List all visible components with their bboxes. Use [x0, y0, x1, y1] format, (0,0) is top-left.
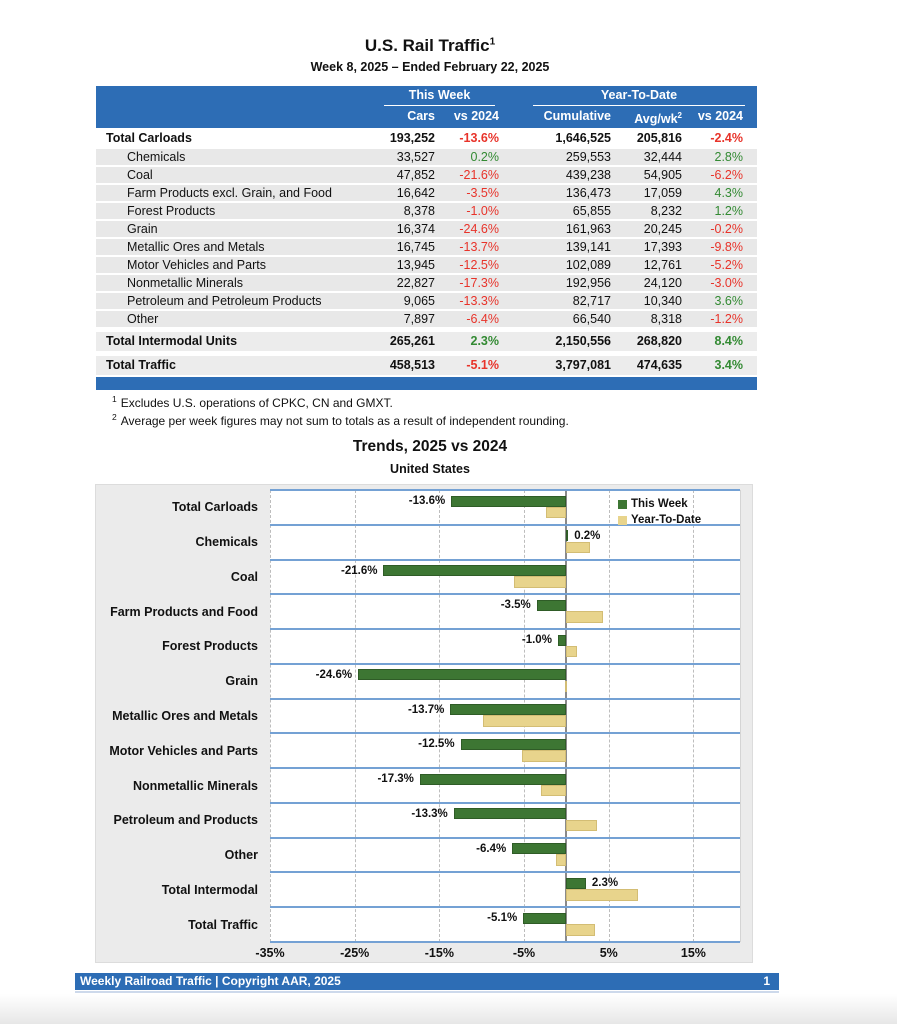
year-to-date-bar: [566, 646, 576, 658]
year-to-date-bar: [566, 542, 590, 554]
cars-value: 7,897: [403, 312, 435, 326]
cumulative-value: 192,956: [565, 276, 611, 290]
bar-value-label: -5.1%: [487, 912, 518, 925]
avg-wk-value: 205,816: [636, 131, 682, 145]
this-week-bar: [450, 704, 566, 715]
avg-wk-value: 8,232: [650, 204, 682, 218]
legend-item: [618, 512, 701, 528]
cumulative-value: 66,540: [572, 312, 611, 326]
avg-wk-value: 10,340: [643, 294, 682, 308]
rail-traffic-table: [96, 86, 757, 390]
category-label: Nonmetallic Minerals: [132, 778, 258, 793]
page-bottom-fade: [0, 994, 897, 1024]
legend-item: [618, 496, 701, 512]
vs2024-ytd-value: -9.8%: [710, 240, 743, 254]
avg-wk-text: Avg/wk: [634, 112, 678, 127]
bar-value-label: -24.6%: [315, 668, 353, 681]
footer-bar: [75, 973, 779, 990]
year-to-date-bar: [566, 889, 637, 901]
footnote-2-text: Average per week figures may not sum to totals as a result of independent rounding.: [120, 414, 569, 428]
vs2024-week-value: -3.5%: [466, 186, 499, 200]
category-label: Total Carloads: [172, 500, 258, 515]
avg-wk-value: 24,120: [643, 276, 682, 290]
avg-wk-value: 268,820: [636, 334, 682, 348]
column-header-cars: Cars: [407, 109, 435, 123]
this-week-bar: [566, 530, 568, 541]
vs2024-ytd-value: -6.2%: [710, 168, 743, 182]
table-body: [96, 128, 757, 377]
column-header-avg-wk: [619, 106, 687, 129]
row-separator-line: [270, 698, 740, 700]
footnote-2-ref: 2: [112, 412, 117, 422]
cars-value: 47,852: [396, 168, 435, 182]
vs2024-week-value: -13.3%: [459, 294, 499, 308]
bar-value-label: -13.3%: [411, 807, 448, 820]
table-bottom-divider: [96, 377, 757, 390]
chart-title: Trends, 2025 vs 2024: [352, 438, 508, 455]
page-title-text: U.S. Rail Traffic: [364, 36, 490, 55]
row-separator-line: [270, 767, 740, 769]
row-separator-line: [270, 489, 740, 491]
category-label: Motor Vehicles and Parts: [109, 743, 258, 758]
cars-value: 265,261: [389, 334, 435, 348]
cumulative-value: 2,150,556: [555, 334, 611, 348]
bar-value-label: 2.3%: [591, 877, 619, 890]
vs2024-week-value: -17.3%: [459, 276, 499, 290]
row-separator-line: [270, 802, 740, 804]
year-to-date-bar: [565, 681, 567, 693]
avg-wk-value: 54,905: [643, 168, 682, 182]
table-row: [96, 293, 757, 311]
table-row: [96, 167, 757, 185]
cumulative-value: 65,855: [572, 204, 611, 218]
legend-label: This Week: [631, 498, 688, 510]
vs2024-week-value: -13.6%: [459, 131, 499, 145]
row-label: Metallic Ores and Metals: [127, 240, 265, 254]
table-row: [96, 311, 757, 329]
this-week-bar: [461, 739, 567, 750]
cumulative-value: 3,797,081: [555, 358, 611, 372]
category-label: Other: [224, 848, 258, 863]
row-label: Forest Products: [127, 204, 216, 218]
vs2024-week-value: -6.4%: [466, 312, 499, 326]
row-separator-line: [270, 941, 740, 943]
avg-wk-value: 12,761: [643, 258, 682, 272]
vs2024-ytd-value: -3.0%: [710, 276, 743, 290]
cumulative-value: 1,646,525: [555, 131, 611, 145]
vs2024-week-value: -12.5%: [459, 258, 499, 272]
cars-value: 8,378: [403, 204, 435, 218]
avg-wk-value: 17,393: [643, 240, 682, 254]
table-row: [96, 329, 757, 353]
row-separator-line: [270, 871, 740, 873]
trends-bar-chart: [95, 484, 753, 963]
table-row: [96, 128, 757, 149]
category-label: Metallic Ores and Metals: [112, 708, 258, 723]
vs2024-ytd-value: 3.6%: [714, 294, 743, 308]
year-to-date-bar: [566, 924, 595, 936]
year-to-date-bar: [541, 785, 566, 797]
table-row: [96, 257, 757, 275]
vs2024-week-value: -1.0%: [466, 204, 499, 218]
avg-wk-value: 20,245: [643, 222, 682, 236]
this-week-bar: [451, 496, 566, 507]
vs2024-week-value: 2.3%: [470, 334, 499, 348]
category-label: Total Intermodal: [161, 882, 258, 897]
year-to-date-bar: [514, 576, 567, 588]
cars-value: 458,513: [389, 358, 435, 372]
chart-legend: [618, 496, 701, 528]
footnote-1: [112, 394, 393, 410]
this-week-legend-swatch: [618, 500, 627, 509]
cars-value: 193,252: [389, 131, 435, 145]
table-row: [96, 275, 757, 293]
group-header-this-week: This Week: [384, 86, 495, 106]
vs2024-ytd-value: -2.4%: [710, 131, 743, 145]
row-label: Chemicals: [127, 150, 186, 164]
year-to-date-bar: [566, 820, 596, 832]
bar-value-label: 0.2%: [574, 529, 601, 542]
row-label: Nonmetallic Minerals: [127, 276, 244, 290]
category-label: Grain: [225, 674, 258, 689]
vs2024-ytd-value: 4.3%: [714, 186, 743, 200]
vs2024-week-value: -21.6%: [459, 168, 499, 182]
x-axis-tick-label: -25%: [340, 946, 370, 960]
x-axis-tick-label: 5%: [599, 946, 618, 960]
vs2024-ytd-value: 1.2%: [714, 204, 743, 218]
page-title: [0, 36, 860, 56]
row-label: Grain: [127, 222, 158, 236]
category-label: Petroleum and Products: [113, 813, 258, 828]
this-week-bar: [512, 843, 566, 854]
table-header: [96, 86, 757, 128]
row-separator-line: [270, 593, 740, 595]
this-week-bar: [558, 635, 566, 646]
vs2024-ytd-value: 8.4%: [714, 334, 743, 348]
cars-value: 13,945: [396, 258, 435, 272]
cumulative-value: 259,553: [565, 150, 611, 164]
vs2024-ytd-value: 2.8%: [714, 150, 743, 164]
table-group-header-row: [96, 86, 757, 106]
table-row: [96, 185, 757, 203]
table-row: [96, 203, 757, 221]
category-label: Chemicals: [195, 535, 258, 550]
this-week-bar: [383, 565, 566, 576]
this-week-bar: [454, 808, 567, 819]
row-separator-line: [270, 906, 740, 908]
this-week-bar: [566, 878, 585, 889]
cars-value: 16,642: [396, 186, 435, 200]
cumulative-value: 439,238: [565, 168, 611, 182]
chart-plot-area: [270, 490, 741, 942]
cars-value: 22,827: [396, 276, 435, 290]
year-to-date-bar: [566, 611, 602, 623]
vs2024-ytd-value: 3.4%: [714, 358, 743, 372]
table-row: [96, 149, 757, 167]
column-header-cumulative: Cumulative: [543, 109, 611, 123]
category-label: Coal: [230, 569, 258, 584]
footer-text: Weekly Railroad Traffic | Copyright AAR, 2025: [80, 974, 341, 988]
row-separator-line: [270, 628, 740, 630]
vs2024-ytd-value: -1.2%: [710, 312, 743, 326]
vs2024-ytd-value: -5.2%: [710, 258, 743, 272]
vs2024-week-value: -13.7%: [459, 240, 499, 254]
x-axis-tick-label: 15%: [680, 946, 706, 960]
this-week-bar: [420, 774, 567, 785]
avg-wk-value: 474,635: [636, 358, 682, 372]
category-label: Total Traffic: [188, 917, 258, 932]
row-separator-line: [270, 663, 740, 665]
x-axis-tick-label: -5%: [512, 946, 536, 960]
bar-value-label: -17.3%: [377, 773, 414, 786]
row-label: Total Traffic: [106, 358, 176, 372]
x-axis-tick-label: -35%: [255, 946, 285, 960]
year-to-date-bar: [483, 715, 566, 727]
vs2024-week-value: 0.2%: [470, 150, 499, 164]
cumulative-value: 136,473: [565, 186, 611, 200]
row-label: Petroleum and Petroleum Products: [127, 294, 322, 308]
table-row: [96, 221, 757, 239]
year-to-date-legend-swatch: [618, 516, 627, 525]
year-to-date-bar: [556, 854, 566, 866]
avg-wk-footnote-ref: 2: [677, 111, 682, 120]
cars-value: 16,745: [396, 240, 435, 254]
row-label: Coal: [127, 168, 153, 182]
vs2024-ytd-value: -0.2%: [710, 222, 743, 236]
row-separator-line: [270, 837, 740, 839]
this-week-bar: [537, 600, 567, 611]
table-column-header-row: [96, 106, 757, 128]
bar-value-label: -12.5%: [418, 738, 455, 751]
group-header-year-to-date: Year-To-Date: [533, 86, 745, 106]
category-label: Forest Products: [162, 639, 258, 654]
cars-value: 16,374: [396, 222, 435, 236]
footer-underline: [75, 991, 779, 993]
page-title-footnote-ref: 1: [489, 36, 496, 48]
avg-wk-value: 17,059: [643, 186, 682, 200]
column-header-spacer: [96, 106, 366, 129]
bar-value-label: -13.6%: [408, 495, 446, 507]
cumulative-value: 82,717: [572, 294, 611, 308]
year-to-date-bar: [546, 507, 566, 519]
bar-value-label: -1.0%: [521, 634, 552, 647]
cumulative-value: 102,089: [565, 258, 611, 272]
row-label: Other: [127, 312, 159, 326]
bar-value-label: -6.4%: [476, 842, 507, 855]
cumulative-value: 139,141: [565, 240, 611, 254]
footnote-2: [112, 412, 569, 428]
bar-value-label: -3.5%: [500, 599, 531, 612]
row-label: Total Carloads: [106, 131, 192, 145]
column-header-vs2024-ytd: vs 2024: [697, 109, 743, 123]
column-header-vs2024-week: vs 2024: [453, 109, 499, 123]
row-separator-line: [270, 559, 740, 561]
this-week-bar: [358, 669, 566, 680]
cumulative-value: 161,963: [565, 222, 611, 236]
row-separator-line: [270, 732, 740, 734]
row-label: Farm Products excl. Grain, and Food: [127, 186, 332, 200]
vs2024-week-value: -5.1%: [466, 358, 499, 372]
cars-value: 33,527: [396, 150, 435, 164]
avg-wk-value: 32,444: [643, 150, 682, 164]
footnote-1-text: Excludes U.S. operations of CPKC, CN and GMXT.: [120, 396, 393, 410]
avg-wk-value: 8,318: [650, 312, 682, 326]
chart-category-labels: [96, 490, 258, 942]
footer-page-number: 1: [763, 974, 770, 988]
bar-value-label: -13.7%: [407, 703, 445, 716]
row-label: Motor Vehicles and Parts: [127, 258, 266, 272]
chart-subtitle: United States: [390, 462, 470, 476]
table-row: [96, 353, 757, 377]
row-label: Total Intermodal Units: [106, 334, 238, 348]
bar-value-label: -21.6%: [341, 564, 378, 577]
year-to-date-bar: [522, 750, 566, 762]
legend-label: Year-To-Date: [631, 514, 702, 526]
cars-value: 9,065: [403, 294, 435, 308]
category-label: Farm Products and Food: [110, 604, 258, 619]
x-axis-tick-label: -15%: [424, 946, 454, 960]
this-week-bar: [523, 913, 566, 924]
vs2024-week-value: -24.6%: [459, 222, 499, 236]
table-row: [96, 239, 757, 257]
footnote-1-ref: 1: [112, 394, 117, 404]
page-subtitle: Week 8, 2025 – Ended February 22, 2025: [310, 60, 550, 74]
